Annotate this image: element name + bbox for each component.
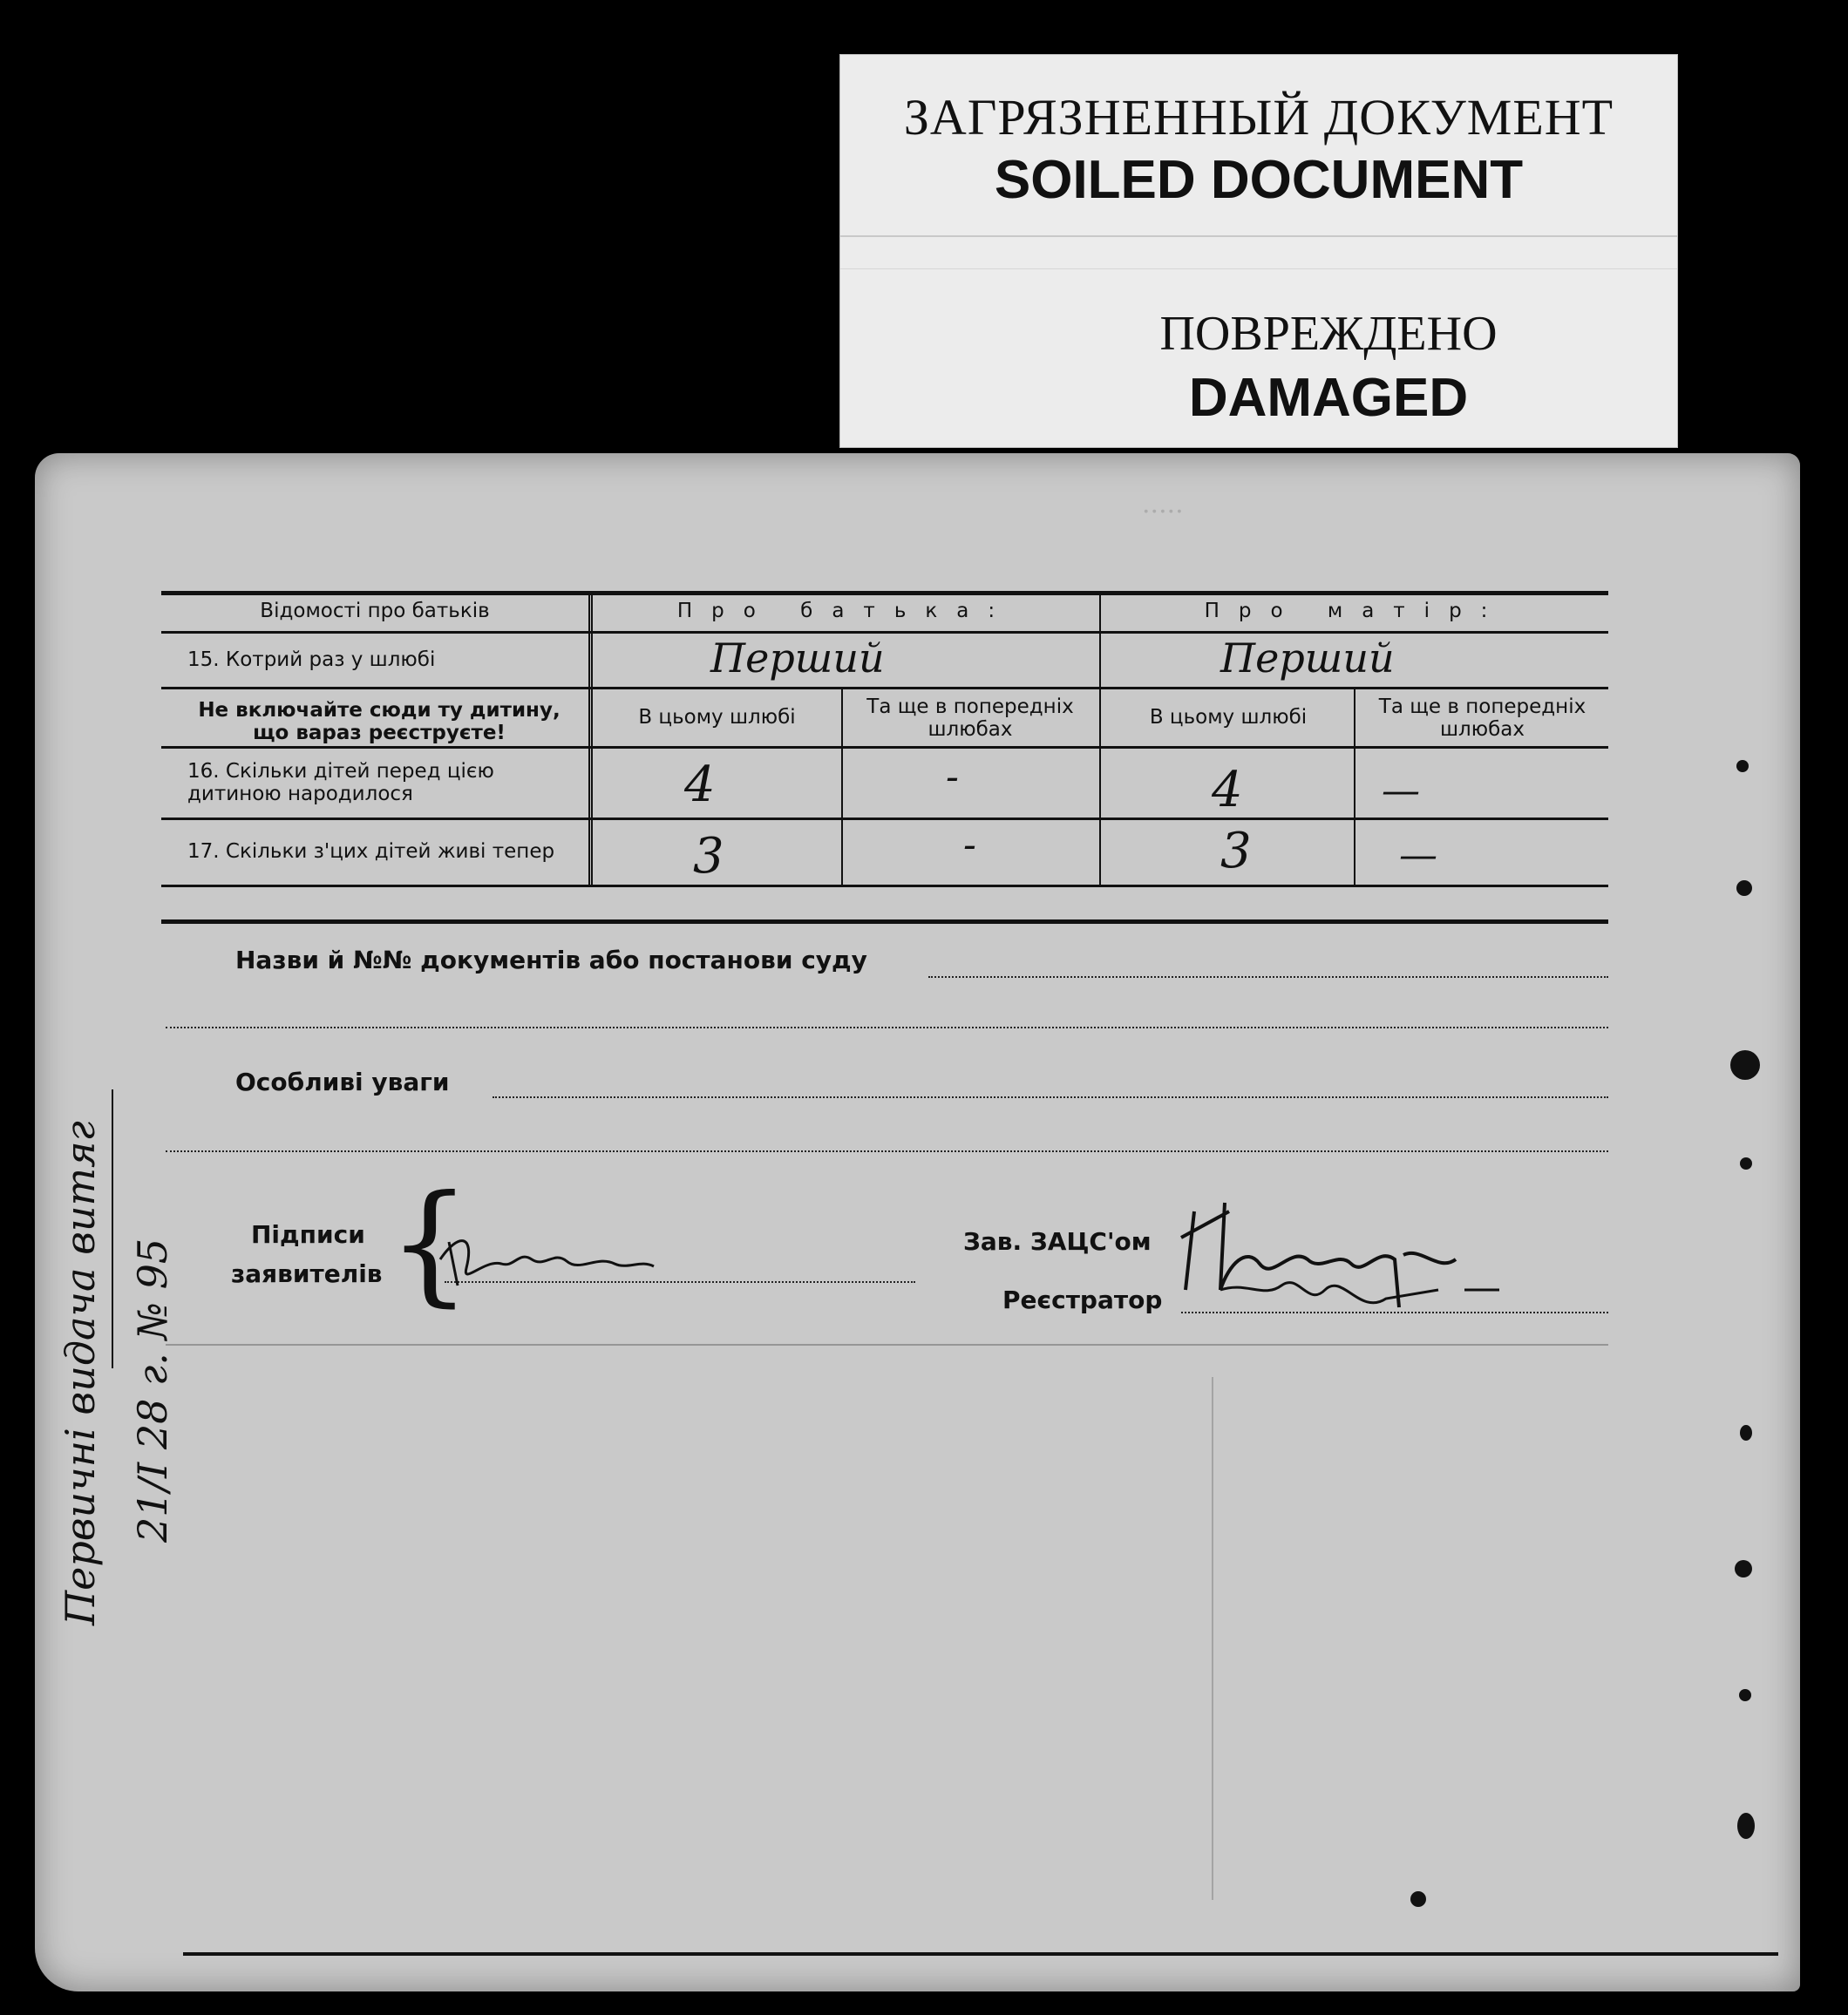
table-rule	[161, 746, 1608, 749]
row16-mother-this: 4	[1212, 762, 1243, 818]
row17-mother-prev: —	[1399, 833, 1437, 878]
row16-mother-prev: —	[1382, 769, 1420, 813]
damaged-label-ru: ПОВРЕЖДЕНО	[1159, 307, 1498, 361]
header-father: Про батька:	[676, 600, 1015, 622]
soiled-label-ru: ЗАГРЯЗНЕННЫЙ ДОКУМЕНТ	[903, 89, 1614, 146]
table-bottom-rule	[161, 919, 1608, 924]
brace-symbol: {	[388, 1168, 472, 1320]
table-rule	[161, 818, 1608, 820]
documents-label: Назви й №№ документів або постанови суду	[235, 946, 867, 974]
row15-father-value: Перший	[710, 634, 885, 682]
table-rule	[161, 631, 1608, 634]
header-parents-info: Відомості про батьків	[260, 600, 490, 622]
table-divider	[1354, 687, 1355, 885]
notes-line-2	[166, 1150, 1608, 1152]
table-divider	[588, 593, 593, 885]
subheader-father-this-marriage: В цьому шлюбі	[638, 706, 796, 729]
punch-hole	[1740, 1425, 1752, 1441]
punch-hole	[1740, 1157, 1752, 1170]
parents-info-table	[161, 591, 1608, 922]
registrar-label: Реєстратор	[1002, 1286, 1163, 1314]
table-divider	[841, 687, 843, 885]
notes-line	[493, 1096, 1608, 1098]
margin-note-line1: Первичні видача витяг	[57, 1121, 104, 1625]
table-rule	[161, 687, 1608, 689]
soiled-label-en: SOILED DOCUMENT	[994, 150, 1524, 210]
documents-line	[928, 976, 1608, 978]
row16-label: 16. Скільки дітей перед цією дитиною народилося	[187, 760, 494, 805]
row16-father-prev: -	[946, 755, 959, 799]
stamp-fold-line	[840, 235, 1677, 237]
margin-note-line2: 21/І 28 г. № 95	[129, 1238, 176, 1543]
document-sheet	[35, 453, 1800, 1991]
signatures-label-1: Підписи	[251, 1220, 365, 1249]
head-signature	[1177, 1177, 1525, 1333]
stamp-fold-line-2	[840, 268, 1677, 269]
subheader-mother-previous-marriages: Та ще в попередніх шлюбах	[1378, 695, 1586, 741]
margin-rule	[112, 1089, 113, 1368]
table-divider	[1099, 593, 1101, 885]
row17-mother-this: 3	[1220, 823, 1252, 879]
signatures-label-2: заявителів	[231, 1259, 383, 1288]
documents-line-2	[166, 1027, 1608, 1028]
subheader-mother-this-marriage: В цьому шлюбі	[1149, 706, 1308, 729]
archive-stamp	[839, 54, 1678, 448]
table-rule	[161, 885, 1608, 887]
punch-hole	[1736, 760, 1749, 772]
applicant-signature	[431, 1225, 658, 1294]
punch-hole	[1735, 1560, 1752, 1577]
header-mother: Про матір:	[1204, 600, 1507, 622]
bleed-through-rule	[1212, 1377, 1213, 1900]
row17-father-this: 3	[693, 828, 724, 885]
head-of-registry-label: Зав. ЗАЦС'ом	[963, 1227, 1152, 1256]
bleed-through-text: ·····	[1142, 497, 1184, 527]
row15-mother-value: Перший	[1220, 634, 1395, 682]
subheader-father-previous-marriages: Та ще в попередніх шлюбах	[866, 695, 1074, 741]
bleed-through-rule	[166, 1344, 1608, 1346]
table-top-rule	[161, 591, 1608, 595]
punch-hole	[1736, 880, 1752, 896]
row16-father-this: 4	[684, 756, 716, 813]
row17-father-prev: -	[963, 823, 976, 867]
punch-hole	[1730, 1050, 1760, 1080]
punch-hole	[1739, 1689, 1751, 1701]
punch-hole	[1737, 1813, 1755, 1839]
punch-hole	[1410, 1891, 1426, 1907]
bottom-rule	[183, 1952, 1778, 1956]
row15-label: 15. Котрий раз у шлюбі	[187, 648, 436, 671]
notes-label: Особливі уваги	[235, 1068, 450, 1096]
row17-label: 17. Скільки з'цих дітей живі тепер	[187, 840, 555, 863]
damaged-label-en: DAMAGED	[1188, 368, 1469, 428]
exclude-child-note: Не включайте сюди ту дитину, що вараз реєструєте!	[198, 699, 561, 744]
